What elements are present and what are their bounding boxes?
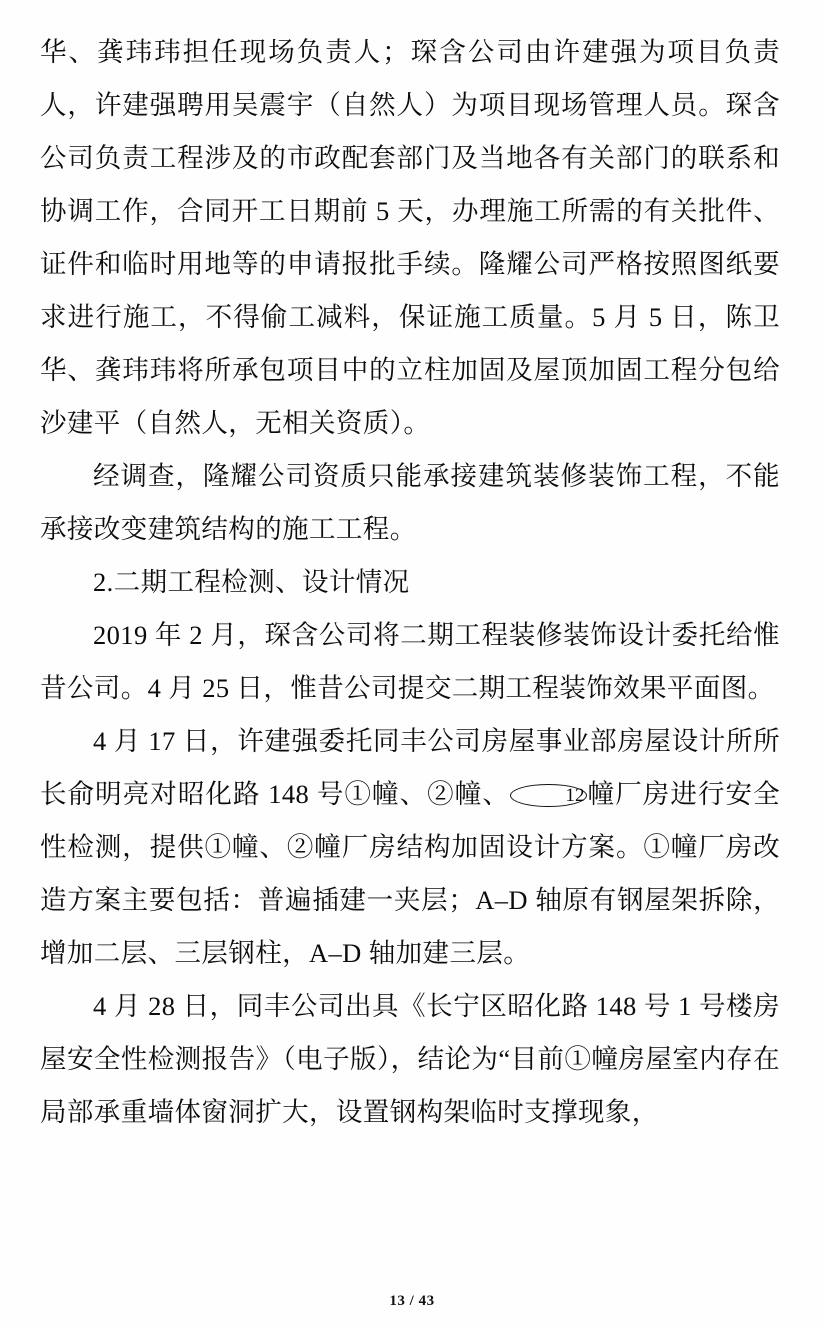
paragraph-1: 华、龚玮玮担任现场负责人；琛含公司由许建强为项目负责人，许建强聘用吴震宇（自然人）为项目现场管理人员。琛含公司负责工程涉及的市政配套部门及当地各有关部门的联系和协调工作，合同开工日期前 5 天，办理施工所需的有关批件、证件和临时用地等的申请报批手续。隆耀公司严格按照图纸要求进行施工，不得偷工减料，保证施工质量。5 月 5 日，陈卫华、龚玮玮将所承包项目中的立柱加固及屋顶加固工程分包给沙建平（自然人，无相关资质）。: [40, 37, 780, 438]
circled-number-2: ②: [427, 779, 455, 809]
circled-number-1: ①: [564, 1044, 592, 1074]
paragraph-6: 4 月 28 日，同丰公司出具《长宁区昭化路 148 号 1 号楼房屋安全性检测报告》（电子版），结论为“目前①幢房屋室内存在局部承重墙体窗洞扩大，设置钢构架临时支撑现象，: [40, 991, 780, 1127]
document-body: [40, 26, 780, 1139]
circled-number-2: ②: [286, 832, 315, 862]
paragraph-2: 经调查，隆耀公司资质只能承接建筑装修装饰工程，不能承接改变建筑结构的施工工程。: [40, 461, 780, 544]
paragraph-5: 4 月 17 日，许建强委托同丰公司房屋事业部房屋设计所所长俞明亮对昭化路 148 号①幢、②幢、 12幢厂房进行安全性检测，提供①幢、②幢厂房结构加固设计方案。①幢厂房改造方案主要包括：普遍插建一夹层；A–D 轴原有钢屋架拆除，增加二层、三层钢柱，A–D 轴加建三层。: [40, 726, 781, 968]
paragraph-3: 2.二期工程检测、设计情况: [93, 567, 410, 597]
circled-number-1: ①: [204, 832, 232, 862]
circled-number-1: ①: [344, 779, 373, 809]
circled-number-1: ①: [643, 832, 671, 862]
page-number: 13 / 43: [389, 1293, 435, 1309]
circled-number-12: 12: [510, 784, 587, 807]
paragraph-4: 2019 年 2 月，琛含公司将二期工程装修装饰设计委托给惟昔公司。4 月 25 日，惟昔公司提交二期工程装饰效果平面图。: [40, 620, 780, 703]
